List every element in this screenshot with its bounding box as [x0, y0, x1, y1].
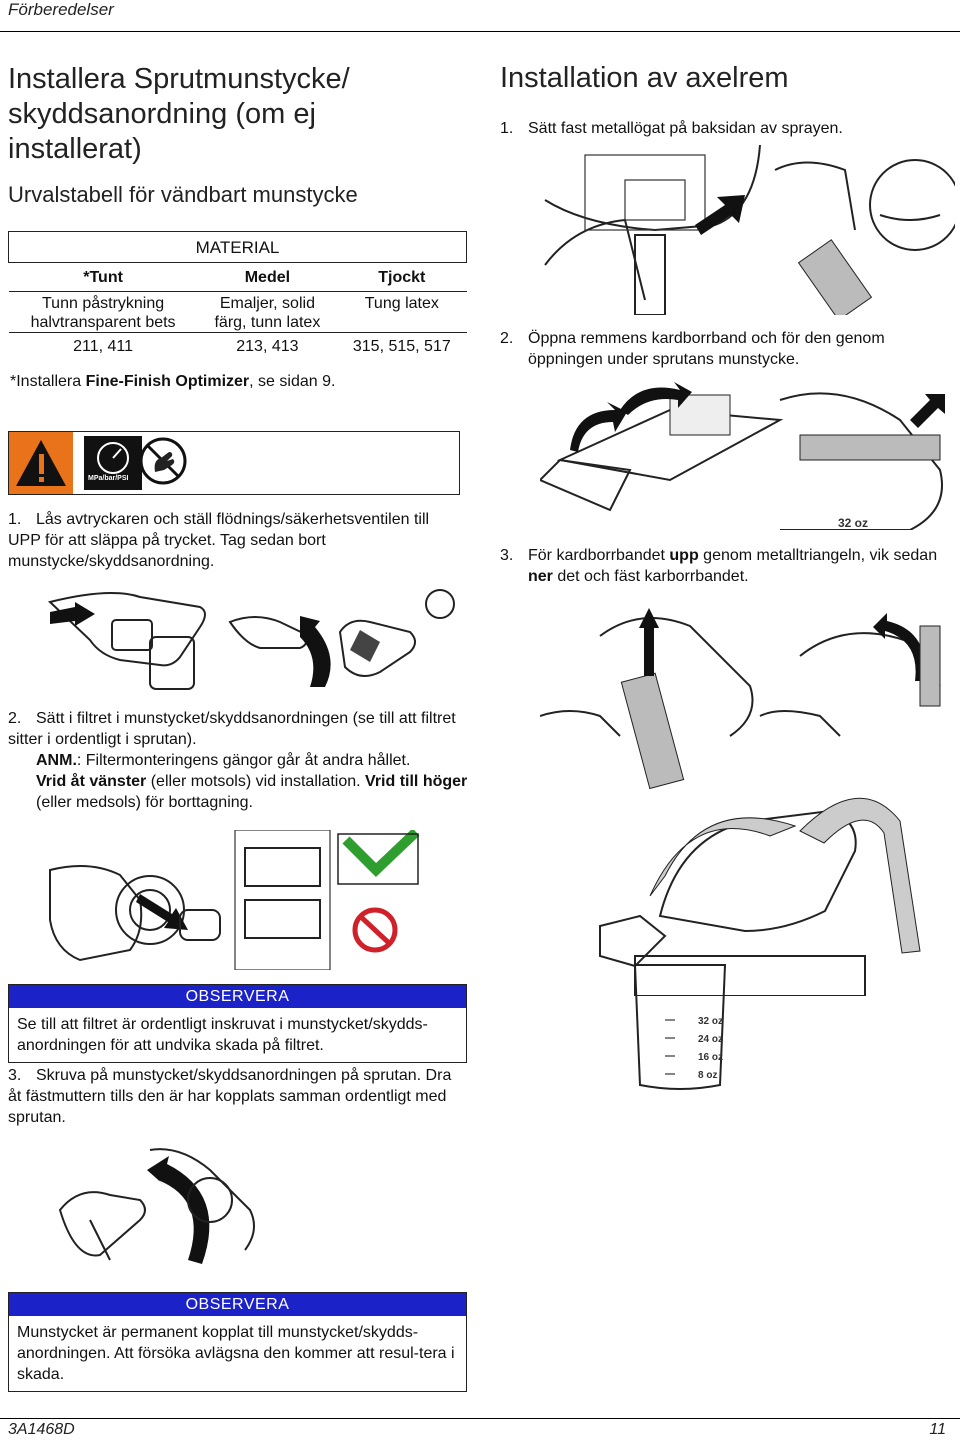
thread-strap-illustration [540, 380, 960, 530]
header-rule [0, 31, 960, 32]
cup-scale: 32 oz 24 oz 16 oz 8 oz [698, 1016, 724, 1081]
cell-thin-tips: 211, 411 [73, 337, 134, 355]
right-step-3: 3. För kardborrbandet upp genom metalltriangeln, vik sedan ner det och fäst karborrbandet. [500, 547, 938, 585]
notice-text-2: Munstycket är permanent kopplat till munstycket/skydds-anordningen. Att försöka avlägsna den kommer att resul-tera i skada. [17, 1324, 455, 1383]
col-thin: *Tunt [83, 268, 123, 286]
cell-thin-material: Tunn påstrykning halvtransparent bets [30, 295, 176, 331]
attach-eyelet-illustration [535, 145, 955, 315]
filter-illustration [40, 830, 440, 970]
arrow-up-right-icon [910, 394, 945, 428]
left-step-2: 2. Sätt i filtret i munstycket/skyddsanordningen (se till att filtret sitter i ordentligt i sprutan). ANM.: Filtermonteringens gängor går åt andra hållet. Vrid åt vänster (eller motsols) vid installation. Vrid till höger (eller medsols) för borttagning. [8, 710, 468, 811]
notice-box-1 [8, 984, 467, 1063]
notice-text-1: Se till att filtret är ordentligt inskruvat i munstycket/skydds-anordningen för att undvika skada på filtret. [17, 1016, 428, 1054]
notice-box-2 [8, 1292, 467, 1392]
pressure-unit-label: MPa/bar/PSI [88, 475, 129, 482]
page-title: Installera Sprutmunstycke/ skyddsanordning (om ej installerat) [8, 63, 350, 165]
fold-arrow-icon [873, 613, 926, 681]
warning-symbols [9, 432, 209, 494]
check-icon [346, 832, 416, 870]
table-note: *Installera Fine-Finish Optimizer, se sidan 9. [10, 373, 336, 390]
table-header: MATERIAL [9, 232, 467, 263]
right-section-title: Installation av axelrem [500, 62, 789, 94]
nozzle-table [8, 231, 467, 359]
arrow-right-icon [695, 195, 745, 235]
section-header: Förberedelser [8, 0, 114, 19]
right-step-1: 1. Sätt fast metallögat på baksidan av sprayen. [500, 120, 843, 137]
cell-medium-material: Emaljer, solid färg, tunn latex [214, 295, 321, 331]
warning-box [8, 431, 460, 495]
tighten-nozzle-illustration [50, 1140, 280, 1275]
col-thick: Tjockt [378, 268, 426, 286]
cell-thick-tips: 315, 515, 517 [352, 337, 451, 355]
cup-label-top: 32 oz [838, 516, 869, 530]
cell-thick-material: Tung latex [364, 295, 439, 312]
left-step-3: 3. Skruva på munstycket/skyddsanordningen på sprutan. Dra åt fästmuttern tills den är har kopplats samman ordentligt med sprutan. [8, 1067, 452, 1126]
document-code: 3A1468D [8, 1421, 75, 1438]
right-step-2: 2. Öppna remmens kardborrband och för den genom öppningen under sprutans munstycke. [500, 330, 885, 368]
footer-rule [0, 1418, 960, 1419]
cell-medium-tips: 213, 413 [236, 337, 299, 355]
notice-heading-2: OBSERVERA [9, 1293, 466, 1316]
fasten-strap-illustration [540, 596, 960, 996]
page-number: 11 [929, 1421, 946, 1438]
notice-heading-1: OBSERVERA [9, 985, 466, 1008]
clockwise-arrow-icon [147, 1156, 209, 1264]
arrow-up-icon [644, 626, 654, 676]
table-title: Urvalstabell för vändbart munstycke [8, 182, 358, 207]
col-medium: Medel [244, 268, 291, 286]
rotate-arrow-icon [300, 616, 331, 687]
left-step-1: 1. Lås avtryckaren och ställ flödnings/säkerhetsventilen till UPP för att släppa på trycket. Tag sedan bort munstycke/skyddsanordning. [8, 511, 430, 570]
rotate-arrow-left-icon [570, 402, 627, 452]
remove-nozzle-illustration [40, 582, 470, 692]
